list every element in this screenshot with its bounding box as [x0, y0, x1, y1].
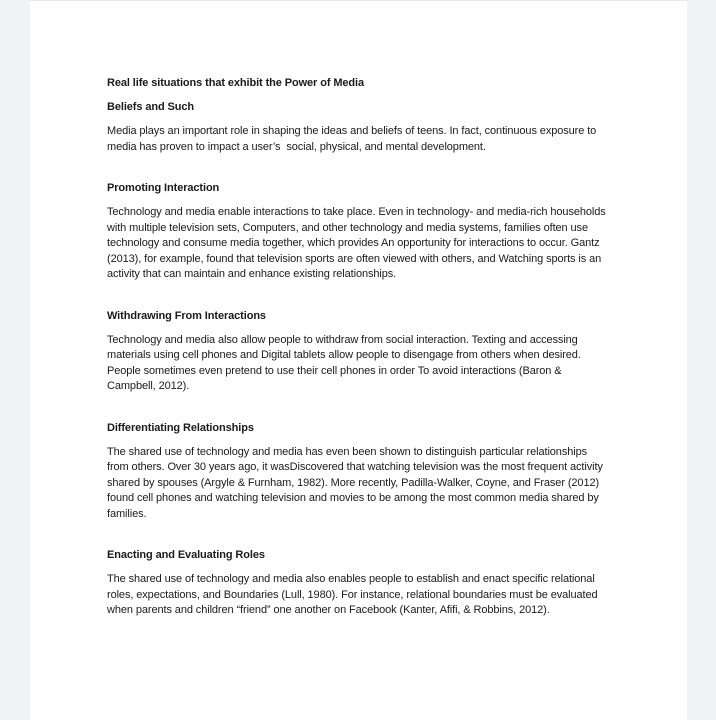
section-body: The shared use of technology and media has even been shown to distinguish particular relationships from others. Over 30 years ago, it wasDiscovered that watching television was the most frequent activity shared by spouses (Argyle & Furnham, 1982). More recently, Padilla-Walker, Coyne, and Fraser (2012) found cell phones and watching television and movies to be among the most common media shared by families.: [107, 445, 606, 520]
section-beliefs-and-such: [107, 100, 610, 155]
document-page[interactable]: [30, 0, 687, 720]
section-body: Technology and media enable interactions to take place. Even in technology- and media-rich households with multiple television sets, Computers, and other technology and media systems, families often use technology and consume media together, which provides An opportunity for interactions to occur. Gantz (2013), for example, found that television sports are often viewed with others, and Watching sports is an activity that can maintain and enhance existing relationships.: [107, 206, 609, 280]
section-body: Technology and media also allow people to withdraw from social interaction. Texting and accessing materials using cell phones and Digital tablets allow people to disengage from others when desired. People sometimes even pretend to use their cell phones in order To avoid interactions (Baron & Campbell, 2012).: [107, 333, 584, 392]
section-differentiating-relationships: [107, 421, 610, 523]
section-promoting-interaction: [107, 181, 610, 283]
document-title: Real life situations that exhibit the Power of Media: [107, 77, 365, 89]
section-heading: Enacting and Evaluating Roles: [107, 549, 265, 561]
section-body: Media plays an important role in shaping the ideas and beliefs of teens. In fact, continuous exposure to media has proven to impact a user’s social, physical, and mental development.: [107, 125, 600, 153]
section-heading: Beliefs and Such: [107, 101, 195, 113]
section-body: The shared use of technology and media also enables people to establish and enact specific relational roles, expectations, and Boundaries (Lull, 1980). For instance, relational boundaries must be evaluated when parents and children “friend” one another on Facebook (Kanter, Afifi, & Robbins, 2012).: [107, 573, 601, 616]
section-heading: Differentiating Relationships: [107, 421, 254, 434]
section-withdrawing-from-interactions: [107, 309, 610, 395]
section-heading: Withdrawing From Interactions: [107, 309, 266, 322]
section-heading: Promoting Interaction: [107, 182, 220, 194]
section-enacting-and-evaluating-roles: [107, 548, 610, 619]
